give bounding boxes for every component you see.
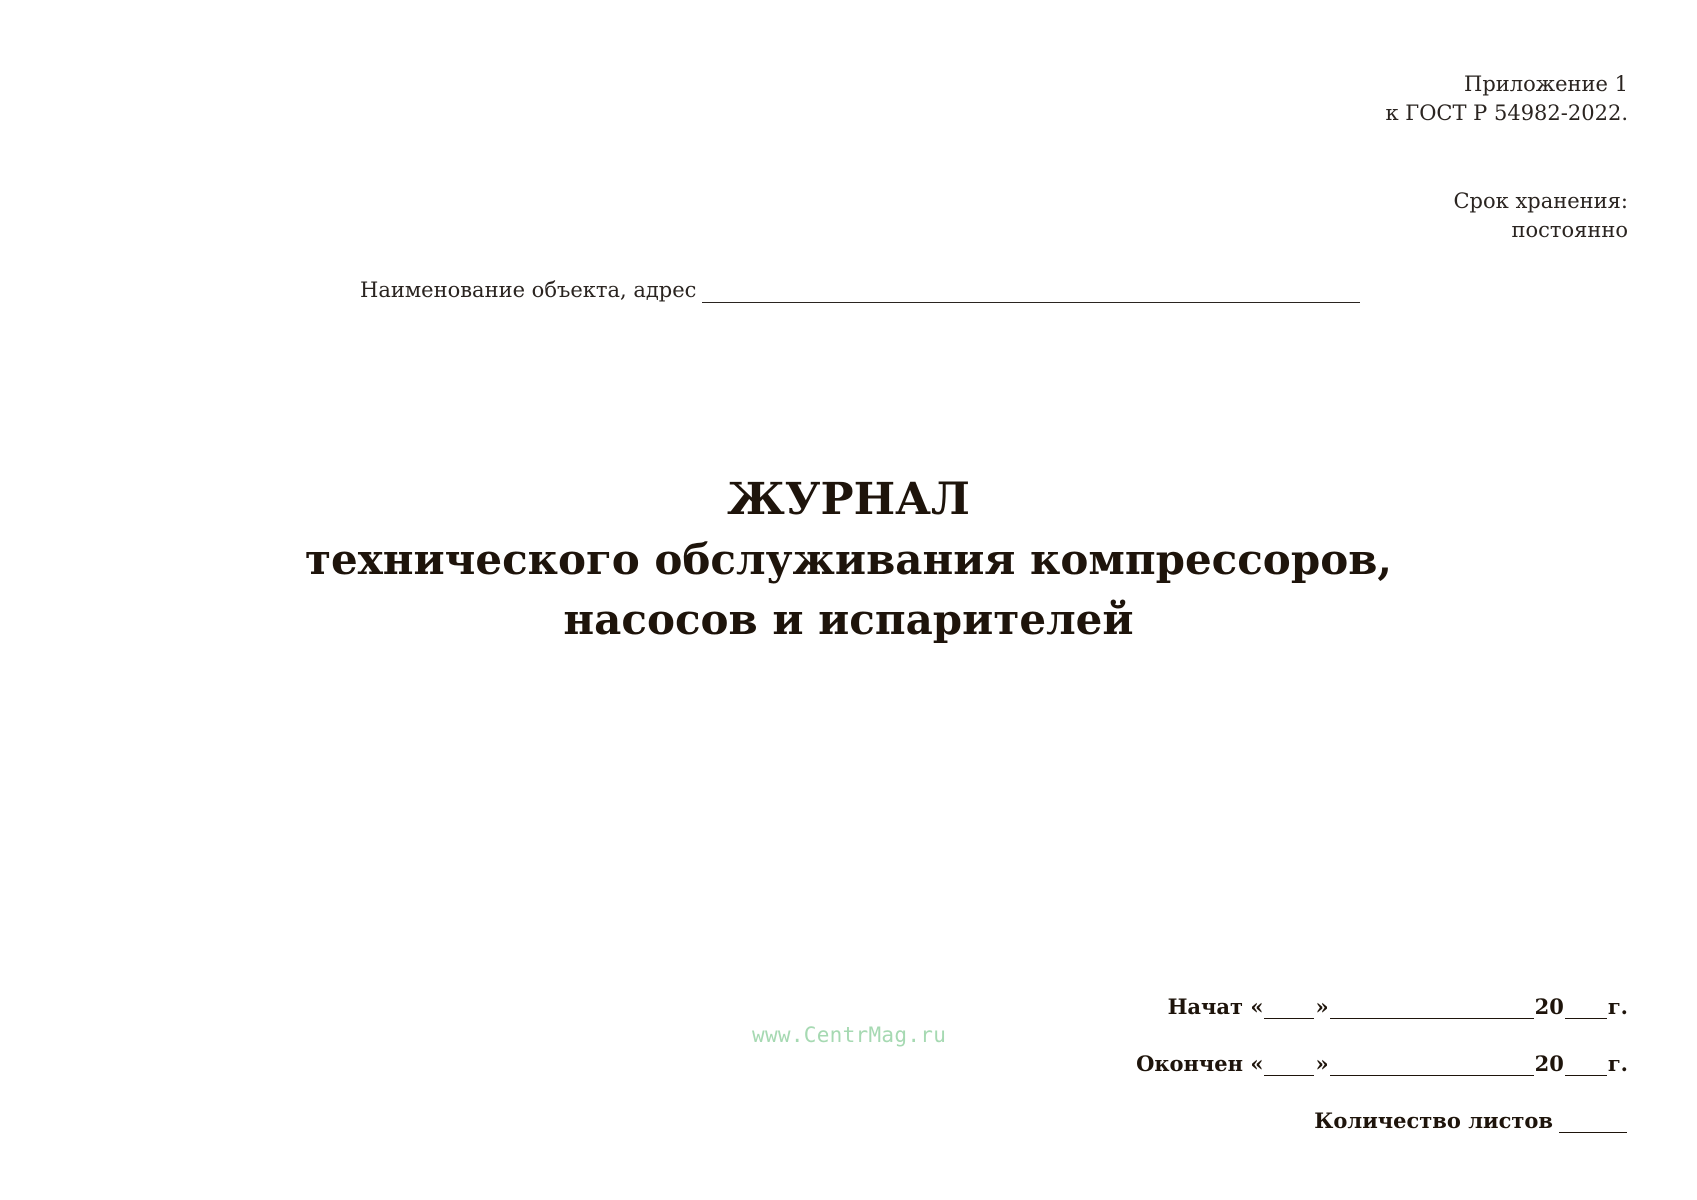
started-date-row [1136,962,1628,1019]
finished-year-suffix: г. [1607,1051,1628,1076]
object-name-address-field [360,277,1360,303]
watermark: www.CentrMag.ru [752,1023,947,1047]
title-line-2: технического обслуживания компрессоров, [304,535,1393,584]
sheet-count-row [1136,1076,1628,1133]
started-year-suffix: г. [1607,994,1628,1019]
object-name-label: Наименование объекта, адрес [360,278,697,302]
finished-label: Окончен « [1136,1051,1264,1076]
finished-year-prefix: 20 [1534,1051,1564,1076]
finished-year-blank[interactable] [1565,1055,1607,1076]
journal-dates-block [1136,962,1628,1133]
sheet-count-blank[interactable] [1559,1112,1627,1133]
started-year-blank[interactable] [1565,998,1607,1019]
title-line-1: ЖУРНАЛ [727,474,970,525]
started-year-prefix: 20 [1534,994,1564,1019]
started-label: Начат « [1167,994,1264,1019]
finished-quote-close: » [1315,1051,1329,1076]
retention-label: Срок хранения: [1453,189,1628,213]
retention-note [1453,187,1628,245]
journal-title [0,470,1697,650]
retention-value: постоянно [1511,218,1628,242]
finished-day-blank[interactable] [1264,1055,1314,1076]
finished-month-blank[interactable] [1330,1055,1534,1076]
object-name-blank-line[interactable] [702,280,1360,303]
appendix-line-1: Приложение 1 [1464,72,1628,96]
finished-date-row [1136,1019,1628,1076]
appendix-line-2: к ГОСТ Р 54982-2022. [1385,101,1628,125]
started-month-blank[interactable] [1330,998,1534,1019]
started-quote-close: » [1315,994,1329,1019]
appendix-note [1386,70,1629,128]
title-line-3: насосов и испарителей [563,595,1134,644]
started-day-blank[interactable] [1264,998,1314,1019]
sheet-count-label: Количество листов [1314,1108,1553,1133]
